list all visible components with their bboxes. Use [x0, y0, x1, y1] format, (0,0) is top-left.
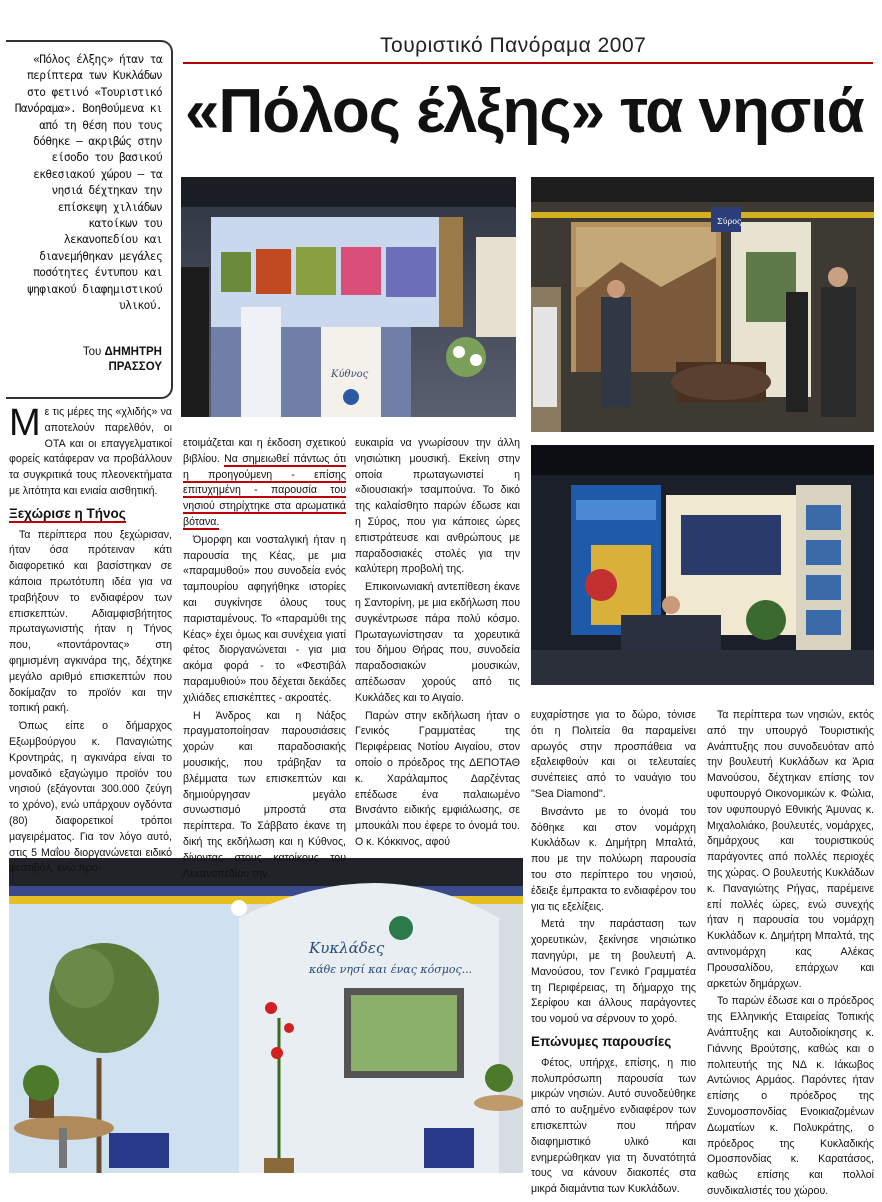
intro-text: «Πόλος έλξης» ήταν τα περίπτερα των Κυκλάδων στο φετινό «Τουριστικό Πανόραμα». Βοηθούμενα κι από τη θέση που τους δόθηκε – ακριβώς στην είσοδο του βασικού εκθεσιακού χώρου – τα νησιά δέχτηκαν την επίσκεψη χιλιάδων κατοίκων του λεκανοπεδίου και διανεμήθηκαν μεγάλες ποσότητες έντυπου και ψηφιακού διαφημιστικού υλικού.	[14, 53, 162, 313]
paragraph: Όμορφη και νοσταλγική ήταν η παρουσία της Κέας, με μια «παραμυθού» που συνοδεία ενός ταμπουρίου αφηγήθηκε ιστορίες και συγκίνησε όλους τους παρισταμένους. Το «παραμύθι της Κέας» έχει όμως και συνέχεια γιατί φέτος διοργανώνεται - για μια ακόμα φορά - το «Φεστιβάλ παραμυθιού» που δέχεται δεκάδες χιλιάδες επισκέπτες - ακροατές.	[183, 533, 346, 704]
paragraph: Φέτος, υπήρχε, επίσης, η πιο πολυπρόσωπη παρουσία των μικρών νησιών. Αυτό συνοδεύθηκε από το αυξημένο ενδιαφέρον των επισκεπτών που πήραν διαφημιστικό υλικό και ενημερώθηκαν για τη δυνατότητά τους να κάνουν διακοπές στα μικρά διαμάντια των Κυκλάδων.	[531, 1056, 696, 1196]
kyklades-sign-line2: κάθε νησί και ένας κόσμος...	[309, 963, 473, 976]
byline	[40, 345, 162, 375]
article-column-3	[355, 436, 520, 853]
paragraph: Παρών στην εκδήλωση ήταν ο Γενικός Γραμματέας της Περιφέρειας Νοτίου Αιγαίου, στον οποίο ο πρόεδρος της ΔΕΠΟΤΑΘ κ. Χαράλαμπος Δαρζέντας επέδωσε ένα παλαιωμένο Βινσάντο ειδικής εμφιάλωσης, σε μπουκάλι που έφερε το όνομά του. Ο κ. Κόκκινος, αφού	[355, 709, 520, 848]
lead-paragraph: ε τις μέρες της «χλιδής» να αποτελούν παρελθόν, οι ΟΤΑ και οι επαγγελματικοί φορείς κατάφεραν να προβάλλουν τα συγκριτικά τους πλεονεκτήματα με λιτότητα και ενιαία αισθητική.	[9, 406, 172, 497]
kyklades-sign-line1: Κυκλάδες	[309, 939, 385, 957]
byline-name: ΔΗΜΗΤΡΗ ΠΡΑΣΣΟΥ	[104, 346, 162, 373]
article-column-4	[531, 708, 696, 1200]
header-rule	[183, 62, 873, 64]
paragraph: Επικοινωνιακή αντεπίθεση έκανε η Σαντορίνη, με μια εκδήλωση που συγκέντρωσε πάρα πολύ κόσμο. Πρωταγωνίστησαν τα χορευτικά του δήμου Θήρας που, συνοδεία παραδοσιακών μουσικών, απέδωσαν χορούς από τις Κυκλάδες και το Αιγαίο.	[355, 581, 520, 704]
subhead-presences: Επώνυμες παρουσίες	[531, 1033, 672, 1049]
paragraph: Το παρών έδωσε και ο πρόεδρος της Ελληνικής Εταιρείας Τοπικής Ανάπτυξης και Αυτοδιοίκησης κ. Γιάννης Βρούτσης, καθώς και ο πολιτευτής της ΝΔ κ. Ιάκωβος Αντώνιος Αρμάος. Παρόντες ήταν επίσης ο πρόεδρος της Συνομοσπονδίας Ενοικιαζομένων Δωματίων κ. Πολυκράτης, ο πρόεδρος της Κυκλαδικής Ομοσπονδίας κ. Καρατάσος, καθώς επίσης και πολλοί συνδικαλιστές του χώρου.	[707, 995, 874, 1197]
syros-sign: Σύρος	[717, 217, 742, 226]
article-column-2	[183, 436, 346, 884]
subhead-tinos: Ξεχώρισε η Τήνος	[9, 505, 126, 521]
paragraph: Τα περίπτερα των νησιών, εκτός από την υπουργό Τουριστικής Ανάπτυξης που συνοδευόταν από την βουλευτή Κυκλάδων κα Άρια Μανούσου, δέχτηκαν επίσης τον υφυπουργό Οικονομικών κ. Φώλια, τον υφυπουργό Εθνικής Άμυνας κ. Μιχαλολιάκο, βουλευτές, νομάρχες, δημάρχους και τουριστικούς παράγοντες από πολλές περιοχές της χώρας. Ο βουλευτής Κυκλάδων κ. Παναγιώτης Ρήγας, παρέμεινε επί πολλές ώρες, ενώ συνεχής ήταν η παρουσία του νομάρχη Κυκλάδων κ. Δημήτρη Μπαλτά, της αντινομάρχη κας Αλέκας Προυσαλίδου, επάρχων και αρκετών δημάρχων.	[707, 709, 874, 990]
paragraph: ευκαιρία να γνωρίσουν την άλλη νησιώτικη μουσική. Εκείνη στην οποία πρωταγωνιστεί η «διουσιακή» τσαμπούνα. Το δικό της καλαίσθητο παρών έδωσε και η Σύρος, που για κάποιες ώρες επιστράτευσε και ανθρώπους με παραδοσιακές στολές για την καλύτερη προβολή της.	[355, 437, 520, 576]
photo-stand-kythnos	[181, 177, 516, 417]
photo-stand-syros	[531, 177, 874, 432]
dropcap: Μ	[9, 402, 41, 444]
paragraph: Βινσάντο με το όνομά του δόθηκε και στον νομάρχη Κυκλάδων κ. Δημήτρη Μπαλτά, που με την πολύωρη παρουσία του στο περίπτερο του νησιού, έδειξε έμπρακτα το ενδιαφέρον του για τις εξελίξεις.	[531, 805, 696, 913]
article-column-1	[9, 402, 172, 879]
byline-prefix: Του	[82, 346, 102, 358]
article-column-5	[707, 708, 874, 1202]
headline: «Πόλος έλξης» τα νησιά	[185, 77, 864, 146]
paragraph: Τα περίπτερα που ξεχώρισαν, ήταν όσα πρότειναν κάτι διαφορετικό και βασίστηκαν σε κάποια πρωτότυπη ιδέα για να τραβήξουν το ενδιαφέρον των επισκεπτών. Αδιαμφισβήτητος πρωταγωνιστής ήταν η Τήνος που, «ποντάροντας» στη φημισμένη αγκινάρα της, δέχτηκε μεγάλο αριθμό επισκεπτών που δοκίμαζαν το προϊόν και την τοπική ρακή.	[9, 528, 172, 715]
marked-sentence: Να σημειωθεί πάντως ότι η προηγούμενη - επίσης επιτυχημένη - παρουσία του νησιού στηρίχτηκε στα αρωματικά βότανα.	[183, 452, 346, 528]
section-title: Τουριστικό Πανόραμα 2007	[380, 34, 647, 57]
photo-stand-kyklades	[9, 858, 523, 1173]
photo-stand-booth	[531, 445, 874, 685]
paragraph: Όπως είπε ο δήμαρχος Εξωμβούργου κ. Παναγιώτης Κροντηράς, η αγκινάρα είναι το μοναδικό εξαγώγιμο προϊόν του νησιού (εξάγονται 300.000 ζεύγη το χρόνο), ενώ υπάρχουν ογδόντα (80) διαφορετικοί τρόποι μαγειρέματος. Για τον λόγο αυτό, στις 5 Μαΐου διοργανώνεται ειδικό φεστιβάλ, ενώ προ-	[9, 720, 172, 875]
paragraph: Μετά την παράσταση των χορευτικών, ξεκίνησε νησιώτικο πανηγύρι, με τη βουλευτή Α. Μανούσου, τον Γενικό Γραμματέα τη Περιφέρειας, τη δήμαρχο της Σερίφου και άλλους παράγοντες του νομού να σέρνουν το χορό.	[531, 918, 696, 1026]
paragraph: ευχαρίστησε για το δώρο, τόνισε ότι η Πολιτεία θα παραμείνει αρωγός στην προσπάθεια να εξαλειφθούν και οι τελευταίες συνέπειες από το ναυάγιο του "Sea Diamond".	[531, 709, 696, 800]
kythnos-sign: Κύθνος	[331, 369, 369, 380]
paragraph: Η Άνδρος και η Νάξος πραγματοποίησαν παρουσιάσεις χορών και παραδοσιακής μουσικής, που τράβηξαν τα βλέμματα των επισκεπτών και δημιούργησαν μεγάλο συνωστισμό μπροστά στα περίπτερα. Το Σάββατο έκανε τη δική της εκδήλωση και η Κύθνος, δίνοντας στους κατοίκους του Λεκανοπεδίου την	[183, 709, 346, 880]
paragraph: ετοιμάζεται και η έκδοση σχετικού βιβλίου.	[183, 437, 346, 465]
